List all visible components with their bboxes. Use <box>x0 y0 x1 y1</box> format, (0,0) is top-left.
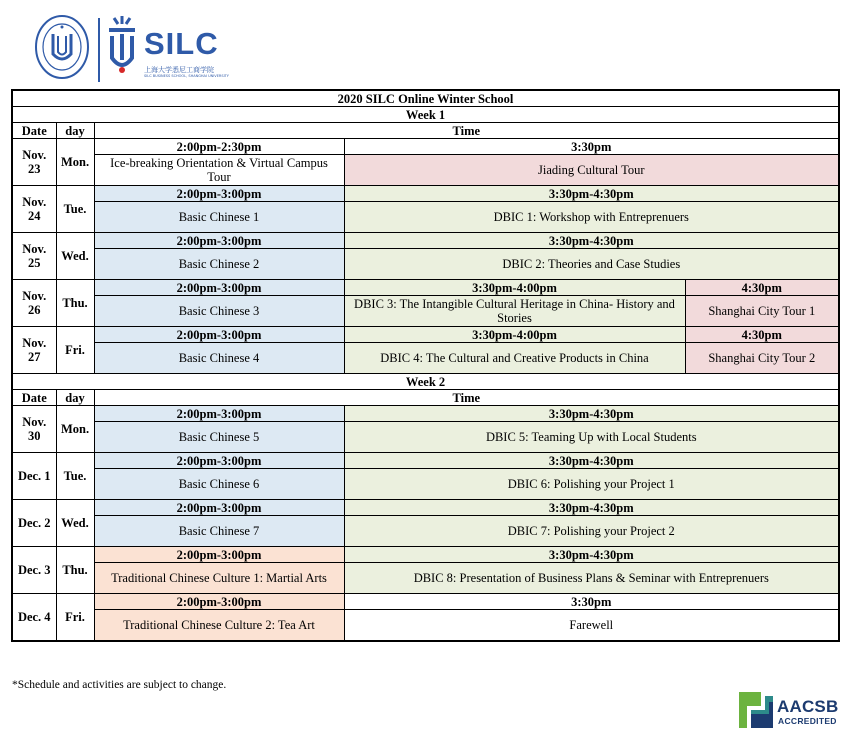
time-slot-1: 2:00pm-3:00pm <box>94 406 344 422</box>
schedule-row <box>12 280 839 296</box>
time-slot-1: 2:00pm-3:00pm <box>94 453 344 469</box>
time-slot-1: 2:00pm-3:00pm <box>94 500 344 516</box>
date-cell: Dec. 4 <box>12 594 56 642</box>
activity-2: DBIC 8: Presentation of Business Plans & Seminar with Entreprenuers <box>344 563 839 594</box>
date-cell: Nov. 24 <box>12 186 56 233</box>
day-cell: Thu. <box>56 280 94 327</box>
schedule-row <box>12 139 839 155</box>
schedule-row <box>12 594 839 610</box>
date-cell: Nov. 23 <box>12 139 56 186</box>
activity-3: Shanghai City Tour 2 <box>685 343 839 374</box>
shanghai-university-seal-icon <box>34 14 90 80</box>
time-slot-1: 2:00pm-3:00pm <box>94 547 344 563</box>
col-header-time: Time <box>94 123 839 139</box>
silc-english-name: SILC BUSINESS SCHOOL, SHANGHAI UNIVERSITY <box>144 74 229 78</box>
date-cell: Dec. 1 <box>12 453 56 500</box>
day-cell: Fri. <box>56 327 94 374</box>
week-label: Week 2 <box>12 374 839 390</box>
time-slot-1: 2:00pm-3:00pm <box>94 327 344 343</box>
schedule-row <box>12 327 839 343</box>
activity-2: DBIC 5: Teaming Up with Local Students <box>344 422 839 453</box>
time-slot-2: 3:30pm <box>344 594 839 610</box>
time-slot-2: 3:30pm-4:00pm <box>344 327 685 343</box>
activity-2: Farewell <box>344 610 839 642</box>
date-cell: Nov. 25 <box>12 233 56 280</box>
day-cell: Mon. <box>56 406 94 453</box>
date-cell: Nov. 27 <box>12 327 56 374</box>
silc-emblem-icon <box>106 14 138 80</box>
time-slot-3: 4:30pm <box>685 327 839 343</box>
activity-1: Basic Chinese 7 <box>94 516 344 547</box>
silc-logo-text: SILC <box>144 26 219 61</box>
time-slot-2: 3:30pm-4:30pm <box>344 186 839 202</box>
date-cell: Nov. 26 <box>12 280 56 327</box>
activity-1: Basic Chinese 3 <box>94 296 344 327</box>
time-slot-2: 3:30pm-4:00pm <box>344 280 685 296</box>
activity-2: DBIC 3: The Intangible Cultural Heritage in China- History and Stories <box>344 296 685 327</box>
silc-chinese-name: 上海大学悉尼工商学院 <box>144 66 214 74</box>
schedule-row <box>12 453 839 469</box>
date-cell: Nov. 30 <box>12 406 56 453</box>
col-header-day: day <box>56 123 94 139</box>
time-slot-2: 3:30pm-4:30pm <box>344 453 839 469</box>
time-slot-2: 3:30pm-4:30pm <box>344 406 839 422</box>
activity-3: Shanghai City Tour 1 <box>685 296 839 327</box>
day-cell: Thu. <box>56 547 94 594</box>
time-slot-2: 3:30pm-4:30pm <box>344 500 839 516</box>
schedule-row <box>12 233 839 249</box>
activity-2: DBIC 4: The Cultural and Creative Products in China <box>344 343 685 374</box>
logo-divider <box>98 18 100 82</box>
activity-1: Traditional Chinese Culture 1: Martial Arts <box>94 563 344 594</box>
schedule-row <box>12 500 839 516</box>
aacsb-logo-icon <box>739 692 773 728</box>
activity-1: Basic Chinese 6 <box>94 469 344 500</box>
activity-2: Jiading Cultural Tour <box>344 155 839 186</box>
week-label: Week 1 <box>12 107 839 123</box>
day-cell: Wed. <box>56 233 94 280</box>
col-header-day: day <box>56 390 94 406</box>
activity-2: DBIC 7: Polishing your Project 2 <box>344 516 839 547</box>
activity-1: Ice-breaking Orientation & Virtual Campus Tour <box>94 155 344 186</box>
day-cell: Wed. <box>56 500 94 547</box>
activity-1: Traditional Chinese Culture 2: Tea Art <box>94 610 344 642</box>
time-slot-1: 2:00pm-3:00pm <box>94 233 344 249</box>
schedule-table <box>11 89 840 642</box>
activity-2: DBIC 1: Workshop with Entreprenuers <box>344 202 839 233</box>
activity-1: Basic Chinese 1 <box>94 202 344 233</box>
day-cell: Tue. <box>56 186 94 233</box>
time-slot-1: 2:00pm-3:00pm <box>94 186 344 202</box>
time-slot-1: 2:00pm-3:00pm <box>94 594 344 610</box>
date-cell: Dec. 2 <box>12 500 56 547</box>
col-header-date: Date <box>12 390 56 406</box>
schedule-row <box>12 186 839 202</box>
aacsb-badge <box>739 692 839 732</box>
time-slot-3: 4:30pm <box>685 280 839 296</box>
schedule-row <box>12 406 839 422</box>
time-slot-1: 2:00pm-2:30pm <box>94 139 344 155</box>
col-header-time: Time <box>94 390 839 406</box>
day-cell: Mon. <box>56 139 94 186</box>
time-slot-2: 3:30pm-4:30pm <box>344 233 839 249</box>
time-slot-2: 3:30pm <box>344 139 839 155</box>
activity-1: Basic Chinese 4 <box>94 343 344 374</box>
time-slot-1: 2:00pm-3:00pm <box>94 280 344 296</box>
col-header-date: Date <box>12 123 56 139</box>
footnote: *Schedule and activities are subject to change. <box>12 679 227 691</box>
schedule-row <box>12 547 839 563</box>
day-cell: Tue. <box>56 453 94 500</box>
date-cell: Dec. 3 <box>12 547 56 594</box>
activity-1: Basic Chinese 5 <box>94 422 344 453</box>
time-slot-2: 3:30pm-4:30pm <box>344 547 839 563</box>
activity-2: DBIC 2: Theories and Case Studies <box>344 249 839 280</box>
activity-2: DBIC 6: Polishing your Project 1 <box>344 469 839 500</box>
schedule-title: 2020 SILC Online Winter School <box>12 90 839 107</box>
day-cell: Fri. <box>56 594 94 642</box>
aacsb-name: AACSB <box>777 697 839 716</box>
aacsb-accredited-label: ACCREDITED <box>778 716 837 726</box>
activity-1: Basic Chinese 2 <box>94 249 344 280</box>
